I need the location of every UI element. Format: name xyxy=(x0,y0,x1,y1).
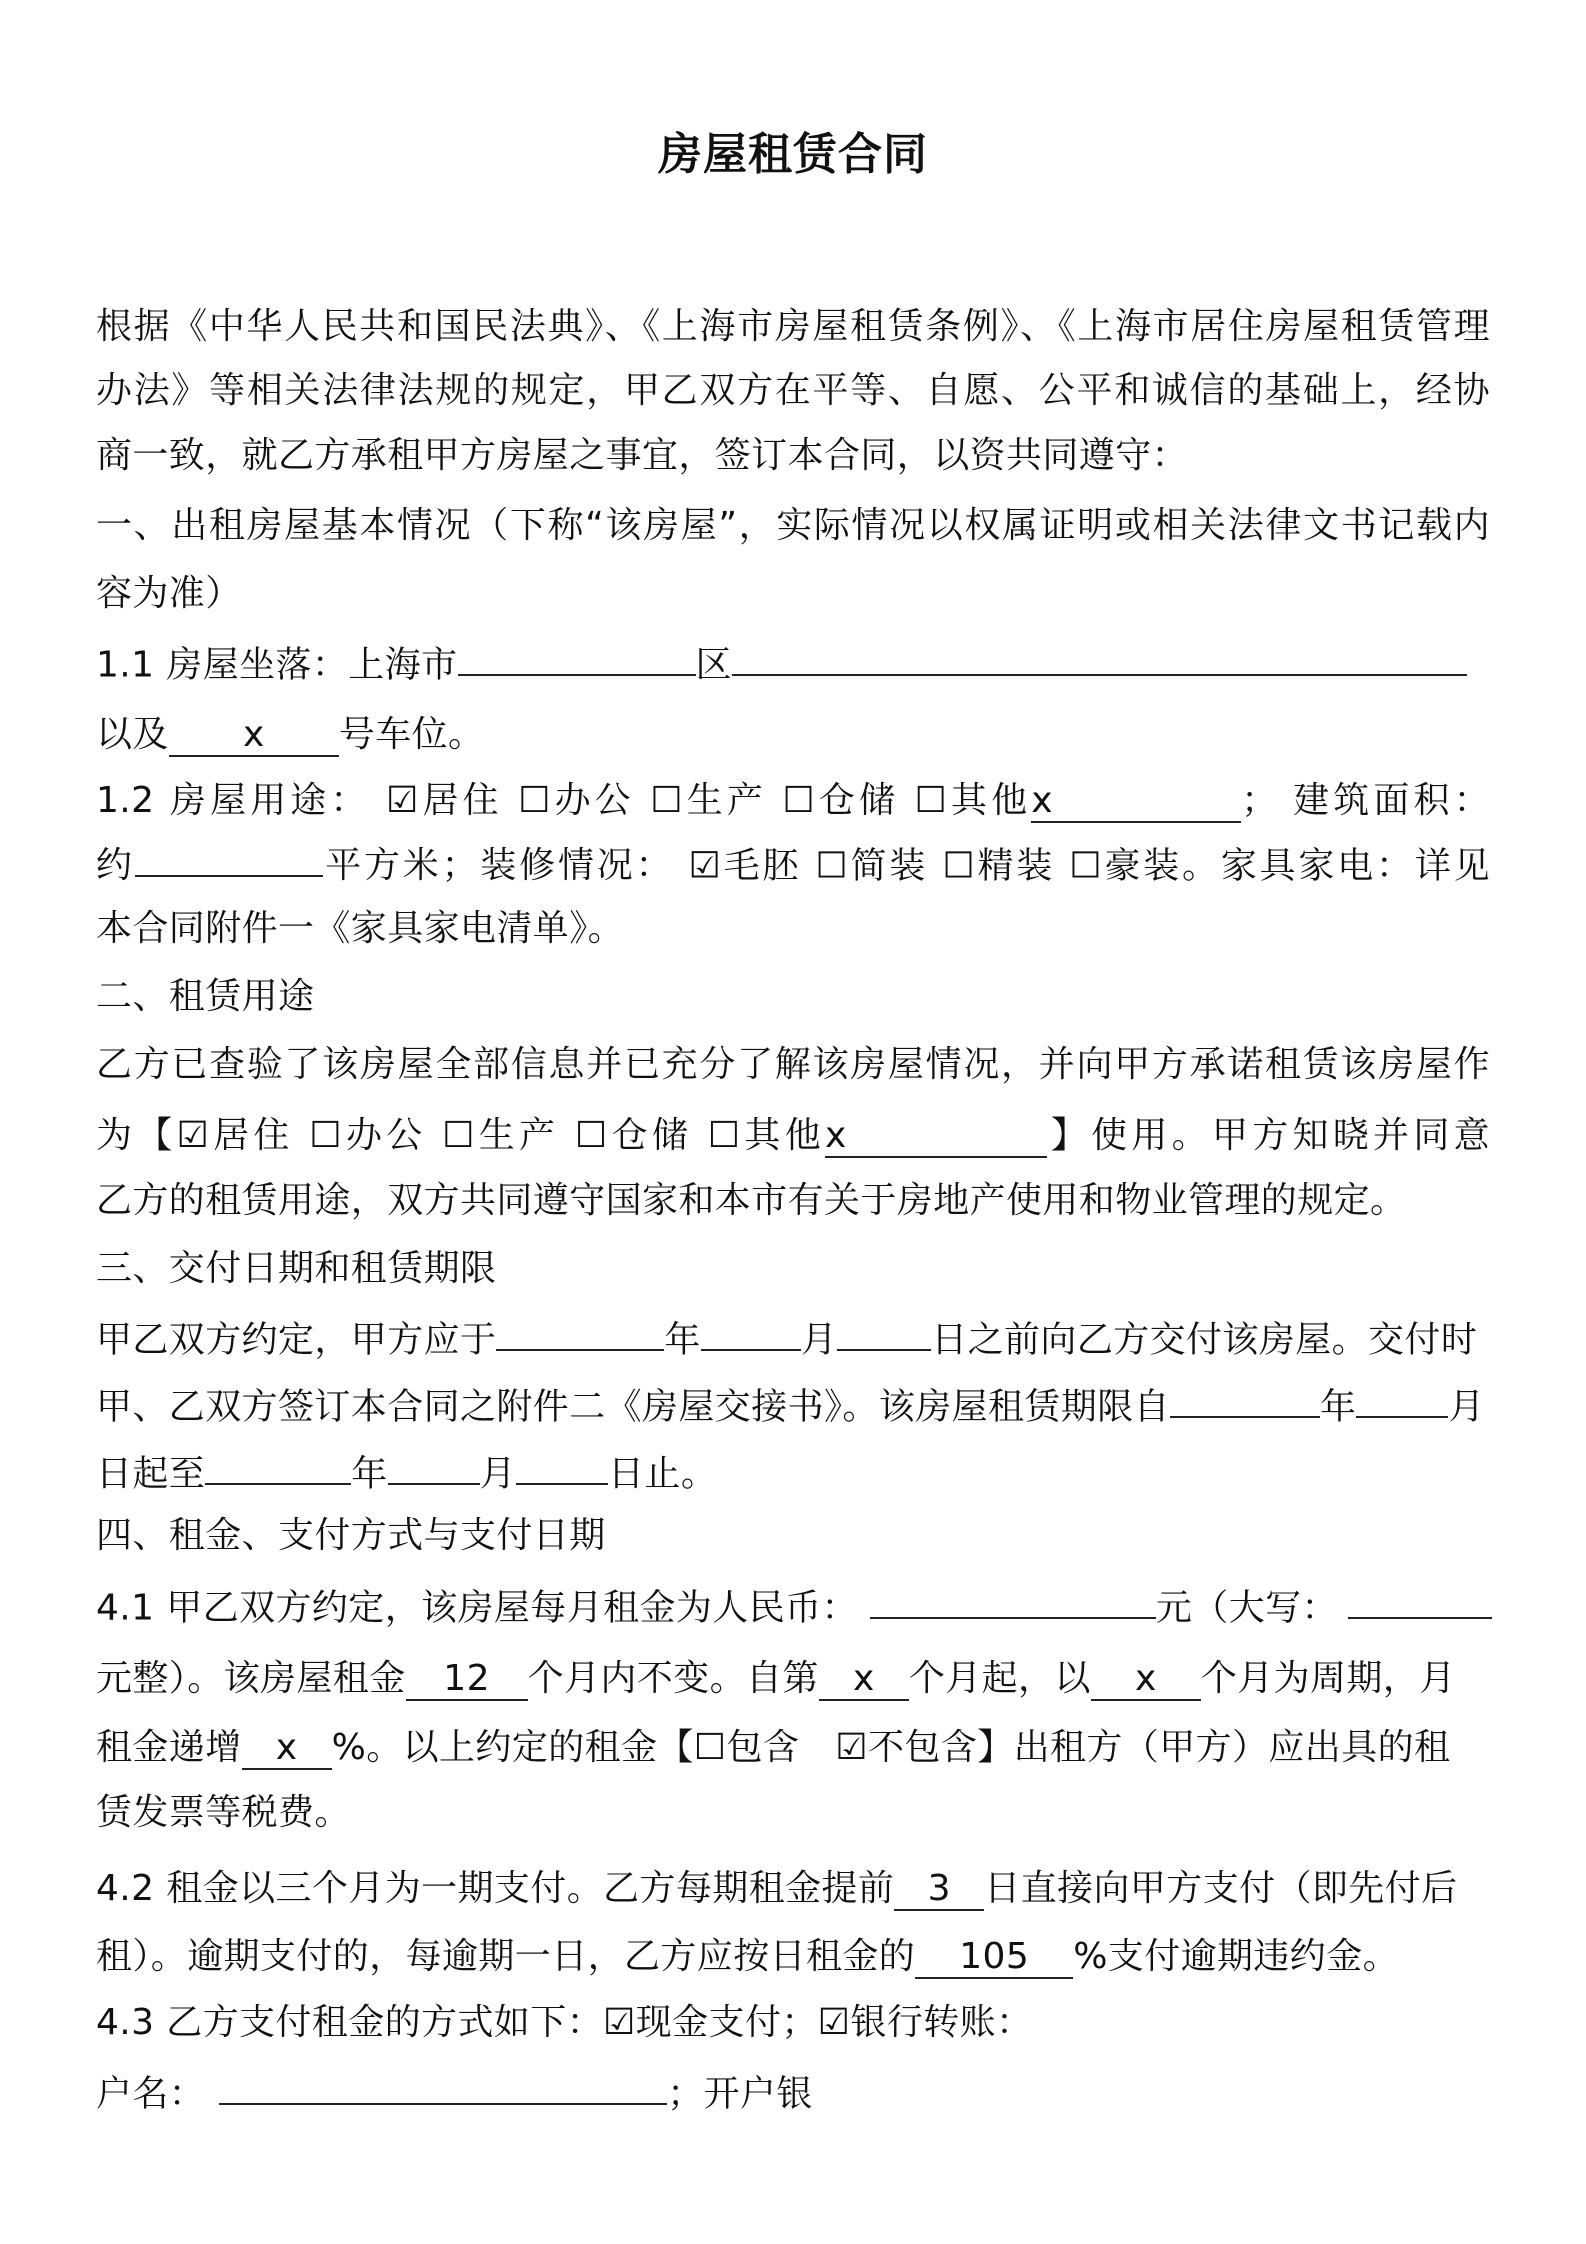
delivery-year-blank[interactable] xyxy=(496,1308,664,1351)
purpose-production-checkbox[interactable]: ☐生产 xyxy=(442,1115,560,1156)
tax-exclude-checkbox[interactable]: ☑不包含 xyxy=(835,1727,978,1768)
decoration-fine-checkbox[interactable]: ☐精装 xyxy=(942,845,1056,887)
purpose-other-blank[interactable]: x xyxy=(825,1115,1047,1158)
term-end-day-blank[interactable] xyxy=(516,1442,608,1485)
penalty-percent-blank[interactable]: 105 xyxy=(915,1936,1073,1979)
rent-capital-label: 元（大写： xyxy=(1155,1587,1338,1629)
section-2-line-1: 乙方已查验了该房屋全部信息并已充分了解该房屋情况，并向甲方承诺租赁该房屋作 xyxy=(96,1044,1490,1085)
area-line xyxy=(96,834,1490,888)
advance-days-blank[interactable]: 3 xyxy=(894,1868,984,1911)
delivery-line xyxy=(96,1308,1490,1362)
purpose-other-checkbox[interactable]: ☐其他 xyxy=(707,1115,825,1156)
term-start-year-blank[interactable] xyxy=(1170,1375,1320,1418)
term-start-month-blank[interactable] xyxy=(1356,1375,1448,1418)
bank-label: ；开户银 xyxy=(667,2073,813,2115)
intro-line-3: 商一致，就乙方承租甲方房屋之事宜，签订本合同，以资共同遵守： xyxy=(96,435,1189,476)
month-label: 月 xyxy=(800,1319,838,1361)
bank-transfer-checkbox[interactable]: ☑银行转账： xyxy=(817,2002,1033,2043)
term-text: 甲、乙双方签订本合同之附件二《房屋交接书》。该房屋租赁期限自 xyxy=(96,1386,1171,1428)
use-other-checkbox[interactable]: ☐其他 xyxy=(914,780,1032,821)
rent-text-5: 个月为周期，月 xyxy=(1200,1658,1456,1699)
late-text-2: %支付逾期违约金。 xyxy=(1073,1936,1400,1977)
rent-line-4: 赁发票等税费。 xyxy=(96,1792,351,1833)
delivery-day-blank[interactable] xyxy=(837,1308,931,1351)
parking-blank[interactable]: x xyxy=(169,714,339,757)
payment-text: 4.2 租金以三个月为一期支付。乙方每期租金提前 xyxy=(96,1868,895,1909)
term-line-2 xyxy=(96,1442,1490,1496)
bracket-open: 为【 xyxy=(96,1115,177,1156)
account-line xyxy=(96,2062,1490,2116)
delivery-text-2: 日之前向乙方交付该房屋。交付时 xyxy=(931,1319,1478,1361)
item-1-2-label: 1.2 房屋用途： xyxy=(96,780,371,821)
late-text: 租）。逾期支付的，每逾期一日，乙方应按日租金的 xyxy=(96,1936,916,1977)
rent-text-8: 】出租方（甲方）应出具的租 xyxy=(977,1727,1451,1768)
item-1-1-label: 1.1 房屋坐落：上海市 xyxy=(96,644,458,686)
rent-line-2 xyxy=(96,1650,1490,1701)
separator: ； xyxy=(1241,780,1278,821)
purpose-residential-checkbox[interactable]: ☑居住 xyxy=(176,1115,294,1156)
year-label: 年 xyxy=(1320,1386,1357,1428)
fixed-months-blank[interactable]: 12 xyxy=(406,1658,528,1701)
purpose-storage-checkbox[interactable]: ☐仓储 xyxy=(575,1115,693,1156)
area-label: 建筑面积： xyxy=(1293,780,1490,821)
term-end-year-blank[interactable] xyxy=(205,1442,351,1485)
rent-text-3: 个月内不变。自第 xyxy=(527,1658,819,1699)
rent-line-3 xyxy=(96,1719,1490,1770)
term-text-2: 日起至 xyxy=(96,1453,206,1495)
term-end-month-blank[interactable] xyxy=(388,1442,480,1485)
term-end-text: 日止。 xyxy=(608,1453,718,1495)
term-line-1 xyxy=(96,1375,1490,1429)
section-3-heading: 三、交付日期和租赁期限 xyxy=(96,1248,497,1289)
rent-text-4: 个月起，以 xyxy=(908,1658,1091,1699)
month-label: 月 xyxy=(479,1453,517,1495)
item-1-1-line xyxy=(96,633,1490,687)
account-name-blank[interactable] xyxy=(219,2062,667,2105)
increase-period-blank[interactable]: x xyxy=(1091,1658,1201,1701)
use-office-checkbox[interactable]: ☐办公 xyxy=(518,780,635,821)
decoration-luxury-checkbox[interactable]: ☐豪装。 xyxy=(1069,845,1221,887)
rent-text-6: 租金递增 xyxy=(96,1727,242,1768)
rent-text-7: %。以上约定的租金【 xyxy=(331,1727,694,1768)
appendix-line: 本合同附件一《家具家电清单》。 xyxy=(96,908,625,949)
year-label: 年 xyxy=(664,1319,701,1361)
district-blank[interactable] xyxy=(458,633,696,676)
increase-start-blank[interactable]: x xyxy=(819,1658,909,1701)
area-blank[interactable] xyxy=(135,834,323,877)
rent-text-2: 元整）。该房屋租金 xyxy=(96,1658,406,1699)
section-2-heading: 二、租赁用途 xyxy=(96,976,315,1017)
section-1-heading: 一、出租房屋基本情况（下称“该房屋”，实际情况以权属证明或相关法律文书记载内 xyxy=(96,505,1490,546)
parking-prefix: 以及 xyxy=(96,714,169,755)
payment-line-2 xyxy=(96,1928,1490,1979)
payment-line-1 xyxy=(96,1860,1490,1911)
payment-method-line xyxy=(96,1994,1490,2045)
decoration-rough-checkbox[interactable]: ☑毛胚 xyxy=(688,845,802,887)
document-title: 房屋租赁合同 xyxy=(658,129,928,180)
month-label: 月 xyxy=(1448,1386,1485,1428)
furniture-text: 家具家电：详见 xyxy=(1220,845,1491,887)
intro-line-2: 办法》等相关法律法规的规定，甲乙双方在平等、自愿、公平和诚信的基础上，经协 xyxy=(96,370,1490,411)
purpose-office-checkbox[interactable]: ☐办公 xyxy=(309,1115,427,1156)
rent-amount-blank[interactable] xyxy=(870,1576,1156,1619)
intro-line-1: 根据《中华人民共和国民法典》、《上海市房屋租赁条例》、《上海市居住房屋租赁管理 xyxy=(96,306,1490,347)
use-production-checkbox[interactable]: ☐生产 xyxy=(650,780,767,821)
rent-capital-blank[interactable] xyxy=(1348,1576,1492,1619)
section-2-line-2 xyxy=(96,1107,1490,1158)
tax-include-checkbox[interactable]: ☐包含 xyxy=(693,1727,800,1768)
account-name-label: 户名： xyxy=(96,2073,206,2115)
decoration-simple-checkbox[interactable]: ☐简装 xyxy=(815,845,929,887)
increase-percent-blank[interactable]: x xyxy=(242,1727,332,1770)
delivery-text: 甲乙双方约定，甲方应于 xyxy=(96,1319,497,1361)
parking-suffix: 号车位。 xyxy=(338,714,485,755)
delivery-month-blank[interactable] xyxy=(701,1308,801,1351)
section-4-heading: 四、租金、支付方式与支付日期 xyxy=(96,1515,606,1556)
year-label: 年 xyxy=(351,1453,388,1495)
bracket-close-text: 】使用。甲方知晓并同意 xyxy=(1046,1115,1491,1156)
area-unit: 平方米；装修情况： xyxy=(322,845,675,887)
item-1-2-line xyxy=(96,772,1490,823)
payment-method-text: 4.3 乙方支付租金的方式如下： xyxy=(96,2002,604,2043)
section-1-heading-cont: 容为准） xyxy=(96,573,242,614)
approx-label: 约 xyxy=(96,845,135,887)
use-other-blank[interactable]: x xyxy=(1031,780,1241,823)
rent-line-1 xyxy=(96,1576,1490,1630)
rent-text: 4.1 甲乙双方约定，该房屋每月租金为人民币： xyxy=(96,1587,858,1629)
address-blank[interactable] xyxy=(732,633,1467,676)
section-2-line-3: 乙方的租赁用途，双方共同遵守国家和本市有关于房地产使用和物业管理的规定。 xyxy=(96,1180,1407,1221)
use-storage-checkbox[interactable]: ☐仓储 xyxy=(782,780,900,821)
parking-line xyxy=(96,706,1490,757)
payment-text-2: 日直接向甲方支付（即先付后 xyxy=(984,1868,1458,1909)
use-residential-checkbox[interactable]: ☑居住 xyxy=(386,780,503,821)
district-label: 区 xyxy=(695,644,732,686)
cash-payment-checkbox[interactable]: ☑现金支付； xyxy=(603,2002,818,2043)
